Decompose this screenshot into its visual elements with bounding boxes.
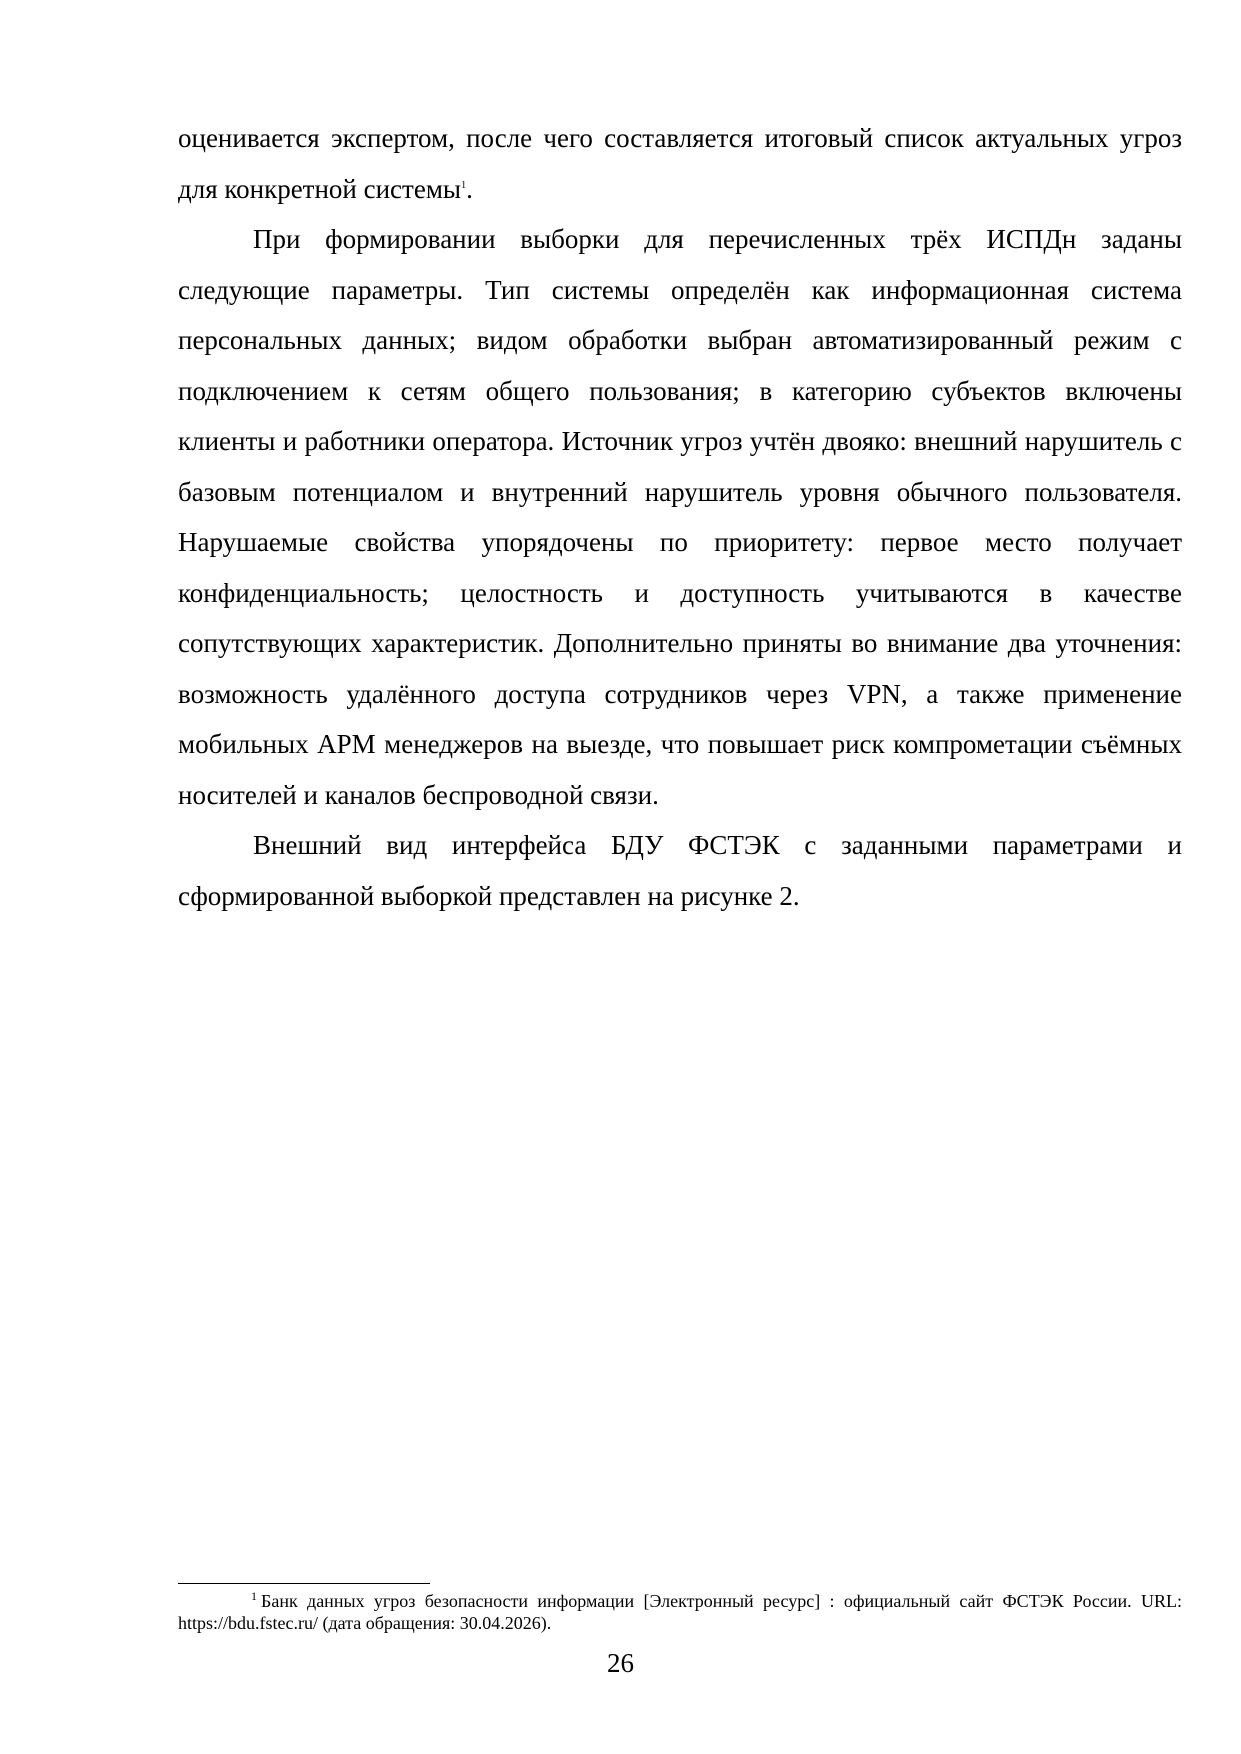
footnote-number: 1 <box>251 1589 257 1603</box>
page-number: 26 <box>607 1648 634 1678</box>
body-text <box>178 113 1182 921</box>
footnote <box>178 1590 1182 1634</box>
footnote-reference: 1 <box>461 179 467 191</box>
footnote-text: Банк данных угроз безопасности информации [Электронный ресурс] : официальный сайт ФСТЭК России. URL: https://bdu.fstec.ru/ (дата обращения: 30.04.2026). <box>178 1591 1182 1633</box>
paragraph-1-text: оценивается экспертом, после чего составляется итоговый список актуальных угроз для конкретной системы <box>178 123 1182 204</box>
paragraph-parameters: При формировании выборки для перечисленных трёх ИСПДн заданы следующие параметры. Тип системы определён как информационная система персональных данных; видом обработки выбран автоматизированный режим с подключением к сетям общего пользования; в категорию субъектов включены клиенты и работники оператора. Источник угроз учтён двояко: внешний нарушитель с базовым потенциалом и внутренний нарушитель уровня обычного пользователя. Нарушаемые свойства упорядочены по приоритету: первое место получает конфиденциальность; целостность и доступность учитываются в качестве сопутствующих характеристик. Дополнительно приняты во внимание два уточнения: возможность удалённого доступа сотрудников через VPN, а также применение мобильных АРМ менеджеров на выезде, что повышает риск компрометации съёмных носителей и каналов беспроводной связи. <box>178 224 1182 810</box>
paragraph-figure-reference: Внешний вид интерфейса БДУ ФСТЭК с заданными параметрами и сформированной выборкой представлен на рисунке 2. <box>178 830 1182 911</box>
paragraph-continuation <box>178 113 1182 214</box>
paragraph-1-tail: . <box>466 173 473 204</box>
footnote-separator <box>178 1583 430 1584</box>
